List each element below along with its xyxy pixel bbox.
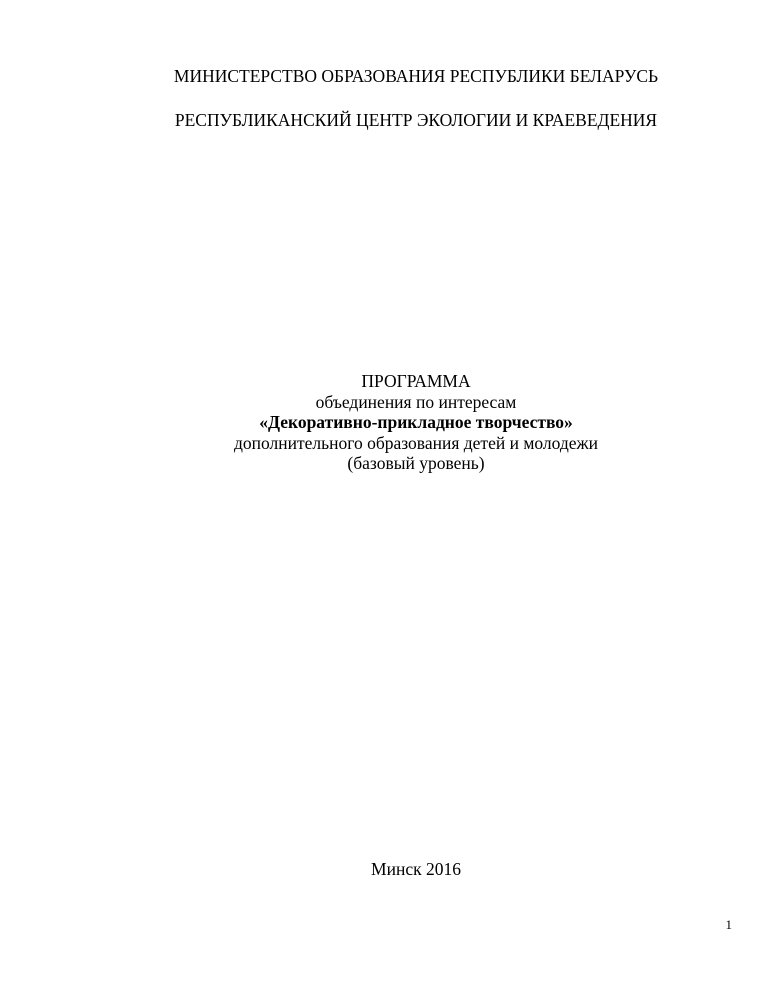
center-name: РЕСПУБЛИКАНСКИЙ ЦЕНТР ЭКОЛОГИИ И КРАЕВЕДЕНИЯ: [174, 110, 658, 130]
document-subtitle: объединения по интересам: [315, 391, 517, 412]
ministry-name: МИНИСТЕРСТВО ОБРАЗОВАНИЯ РЕСПУБЛИКИ БЕЛАРУСЬ: [173, 66, 659, 86]
document-type: ПРОГРАММА: [361, 371, 471, 391]
place-year: Минск 2016: [371, 859, 461, 879]
title-block: [32, 371, 768, 474]
page-number: 1: [725, 917, 732, 932]
program-name: «Декоративно-прикладное творчество»: [259, 412, 573, 432]
program-description: дополнительного образования детей и молодежи: [233, 432, 599, 453]
program-level: (базовый уровень): [347, 453, 485, 473]
